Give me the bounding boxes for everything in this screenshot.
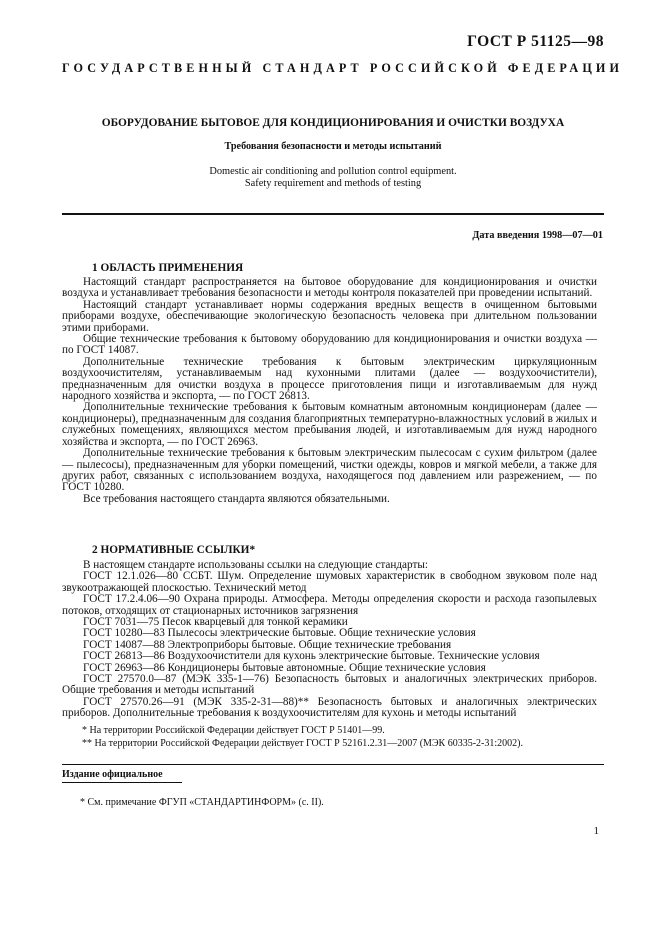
document-subtitle-ru: Требования безопасности и методы испытаний: [224, 141, 442, 152]
subtitle-en-line: Domestic air conditioning and pollution control equipment.: [209, 166, 457, 177]
reference-item: ГОСТ 12.1.026—80 ССБТ. Шум. Определение шумовых характеристик в свободном звуковом поле над звукоотражающей плоскостью. Технический метод: [62, 570, 597, 594]
section-heading-scope: 1 ОБЛАСТЬ ПРИМЕНЕНИЯ: [92, 262, 244, 274]
edition-label: Издание официальное: [62, 769, 163, 780]
reference-item: ГОСТ 27570.0—87 (МЭК 335-1—76) Безопасность бытовых и аналогичных электрических приборов. Общие требования и методы испытаний: [62, 673, 597, 697]
subtitle-en-line: Safety requirement and methods of testing: [244, 178, 422, 189]
section-references-body: [62, 560, 597, 720]
paragraph: Все требования настоящего стандарта являются обязательными.: [83, 492, 390, 505]
footnote: * На территории Российской Федерации действует ГОСТ Р 51401—99.: [82, 725, 385, 736]
title-divider: [62, 213, 604, 215]
paragraph: В настоящем стандарте использованы ссылки на следующие стандарты:: [83, 559, 428, 571]
edition-footnote: * См. примечание ФГУП «СТАНДАРТИНФОРМ» (с. II).: [80, 797, 324, 808]
reference-item: ГОСТ 27570.26—91 (МЭК 335-2-31—88)** Безопасность бытовых и аналогичных электрических приборов. Дополнительные требования к воздухоочистителям для кухонь и методы испытаний: [62, 695, 597, 720]
reference-item: ГОСТ 26963—86 Кондиционеры бытовые автономные. Общие технические условия: [83, 661, 486, 674]
reference-item: ГОСТ 26813—86 Воздухоочистители для кухонь электрические бытовые. Технические условия: [83, 650, 540, 663]
edition-divider: [62, 764, 604, 765]
reference-item: ГОСТ 7031—75 Песок кварцевый для тонкой керамики: [83, 616, 348, 629]
paragraph: Дополнительные технические требования к бытовым электрическим циркуляционным воздухоочистителям, устанавливаемым над кухонными плитами (далее — воздухоочистители), предназначенным для очистки воздуха в процессе приготовления пищи и изготавливаемым для нужд народного хозяйства и экспорта, — по ГОСТ 26813.: [62, 355, 597, 403]
reference-item: ГОСТ 17.2.4.06—90 Охрана природы. Атмосфера. Методы определения скорости и расхода газопылевых потоков, отходящих от стационарных источников загрязнения: [62, 593, 597, 617]
paragraph: Настоящий стандарт распространяется на бытовое оборудование для кондиционирования и очистки воздуха и устанавливает требования безопасности и методы контроля показателей при проведении испытаний.: [62, 276, 597, 300]
edition-divider-short: [62, 782, 182, 783]
document-subtitle-en: [62, 166, 604, 190]
footnotes: [62, 725, 597, 750]
document-title: ОБОРУДОВАНИЕ БЫТОВОЕ ДЛЯ КОНДИЦИОНИРОВАНИЯ И ОЧИСТКИ ВОЗДУХА: [101, 117, 565, 129]
state-standard-heading: ГОСУДАРСТВЕННЫЙ СТАНДАРТ РОССИЙСКОЙ ФЕДЕРАЦИИ: [62, 61, 624, 75]
footnote: ** На территории Российской Федерации действует ГОСТ Р 52161.2.31—2007 (МЭК 60335-2-31:2002).: [82, 737, 523, 749]
section-scope-body: [62, 277, 597, 505]
gost-number: ГОСТ Р 51125—98: [467, 33, 604, 50]
section-heading-references: 2 НОРМАТИВНЫЕ ССЫЛКИ*: [92, 544, 256, 556]
paragraph: Настоящий стандарт устанавливает нормы содержания вредных веществ в очищенном бытовыми приборами воздухе, обеспечивающие экологическую безопасность человека при длительном пользовании этими приборами.: [62, 298, 597, 334]
reference-item: ГОСТ 14087—88 Электроприборы бытовые. Общие технические требования: [83, 638, 452, 651]
paragraph: Дополнительные технические требования к бытовым электрическим пылесосам с сухим фильтром (далее — пылесосы), предназначенным для уборки помещений, чистки одежды, ковров и мягкой мебели, а также для других работ, связанных с использованием воздуха, находящегося под давлением или разрежением, — по ГОСТ 10280.: [62, 447, 597, 494]
paragraph: Дополнительные технические требования к бытовым комнатным автономным кондиционерам (далее — кондиционеры), предназначенным для создания благоприятных температурно-влажностных условий в жилых и служебных помещениях, являющихся местом пребывания людей, и изготавливаемым для нужд народного хозяйства и экспорта, — по ГОСТ 26963.: [62, 401, 597, 448]
page-number: 1: [593, 825, 599, 837]
intro-date: Дата введения 1998—07—01: [472, 230, 603, 241]
paragraph: Общие технические требования к бытовому оборудованию для кондиционирования и очистки воздуха — по ГОСТ 14087.: [62, 333, 597, 357]
reference-item: ГОСТ 10280—83 Пылесосы электрические бытовые. Общие технические условия: [83, 627, 476, 640]
